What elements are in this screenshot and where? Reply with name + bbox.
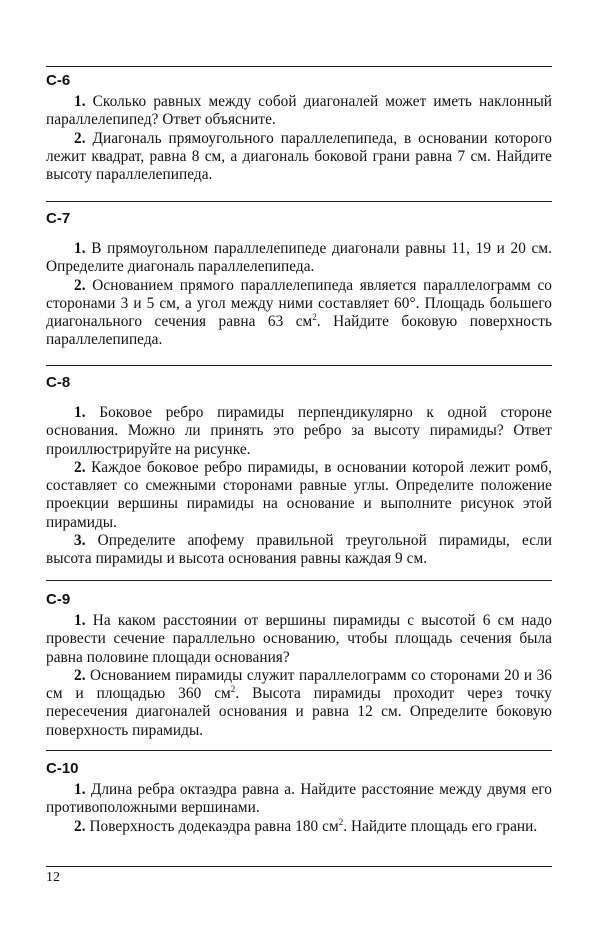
problem-text: Диагональ прямоугольного параллелепипеда, в основании которого лежит квадрат, равна 8 см, а диагональ боковой грани равна 7 см. Найдите высоту параллелепипеда. [46, 129, 552, 184]
problem [46, 130, 552, 185]
section-heading: С-6 [46, 72, 71, 89]
problem-number: 1. [74, 781, 86, 798]
problem-text: Основанием пирамиды служит параллелограмм со сторонами 20 и 36 см и площадью 360 см [46, 666, 552, 703]
problem-number: 2. [74, 276, 86, 294]
problem-text: Каждое боковое ребро пирамиды, в основании которой лежит ромб, составляет со смежными сторонами равные углы. Определите положение проекции вершины пирамиды на основание и выполните рисунок этой пирамиды. [46, 458, 553, 531]
problem [46, 240, 552, 277]
problem-text-tail: . Найдите боковую поверхность параллелепипеда. [46, 313, 552, 349]
superscript: 2 [230, 684, 236, 695]
section-rule [46, 365, 552, 366]
section-rule [46, 866, 552, 867]
problem-number: 1. [74, 93, 86, 110]
section-c8 [46, 374, 552, 569]
problem-text: Боковое ребро пирамиды перпендикулярно к одной стороне основания. Можно ли принять это ребро за высоту пирамиды? Ответ проиллюстрируйте на рисунке. [46, 404, 552, 458]
problem-text: Поверхность додекаэдра равна 180 см [89, 817, 339, 835]
superscript: 2 [338, 816, 344, 827]
section-c6 [46, 72, 552, 184]
problem-text: На каком расстоянии от вершины пирамиды с высотой 6 см надо провести сечение параллельно основанию, чтобы площадь сечения была равна половине площади основания? [46, 612, 553, 666]
section-rule [46, 201, 552, 202]
problem-number: 3. [74, 532, 86, 550]
problem-number: 1. [74, 612, 86, 629]
problem [46, 459, 552, 532]
section-rule [46, 66, 552, 67]
problem [46, 532, 552, 569]
problem-text: Определите апофему правильной треугольной пирамиды, если высота пирамиды и высота основания равны каждая 9 см. [46, 532, 553, 568]
section-c10 [46, 760, 552, 836]
section-heading: С-8 [46, 374, 71, 391]
superscript: 2 [312, 312, 317, 323]
problem-number: 2. [74, 666, 86, 684]
section-rule [46, 750, 552, 751]
problem [46, 667, 552, 740]
problem [46, 612, 552, 667]
problem [46, 781, 552, 818]
problem-text: Основанием прямого параллелепипеда является параллелограмм со сторонами 3 и 5 см, а угол между ними составляет 60°. Площадь большего диагонального сечения равна 63 см [46, 276, 552, 331]
problem [46, 404, 552, 459]
section-c7 [46, 210, 552, 350]
problem-text: Сколько равных между собой диагоналей может иметь наклонный параллелепипед? Ответ объясните. [46, 93, 553, 129]
section-rule [46, 580, 552, 581]
problem-text-tail: . Найдите площадь его грани. [343, 817, 538, 835]
section-heading: С-10 [46, 760, 79, 777]
problem [46, 93, 552, 130]
problem-text: В прямоугольном параллелепипеде диагонали равны 11, 19 и 20 см. Определите диагональ параллелепипеда. [46, 240, 553, 276]
page-number: 12 [46, 870, 60, 885]
problem [46, 818, 552, 836]
problem-number: 2. [74, 129, 86, 147]
problem-text: Длина ребра октаэдра равна a. Найдите расстояние между двумя его противоположными вершинами. [46, 781, 553, 817]
section-heading: С-9 [46, 591, 71, 608]
section-heading: С-7 [46, 210, 71, 227]
problem-number: 1. [74, 240, 86, 257]
problem [46, 277, 552, 350]
problem-number: 2. [74, 458, 86, 476]
problem-number: 1. [74, 404, 86, 421]
problem-number: 2. [74, 817, 86, 835]
problem-text-tail: . Высота пирамиды проходит через точку пересечения диагоналей основания и равна 12 см. Определите боковую поверхность пирамиды. [46, 685, 553, 739]
section-c9 [46, 591, 552, 740]
